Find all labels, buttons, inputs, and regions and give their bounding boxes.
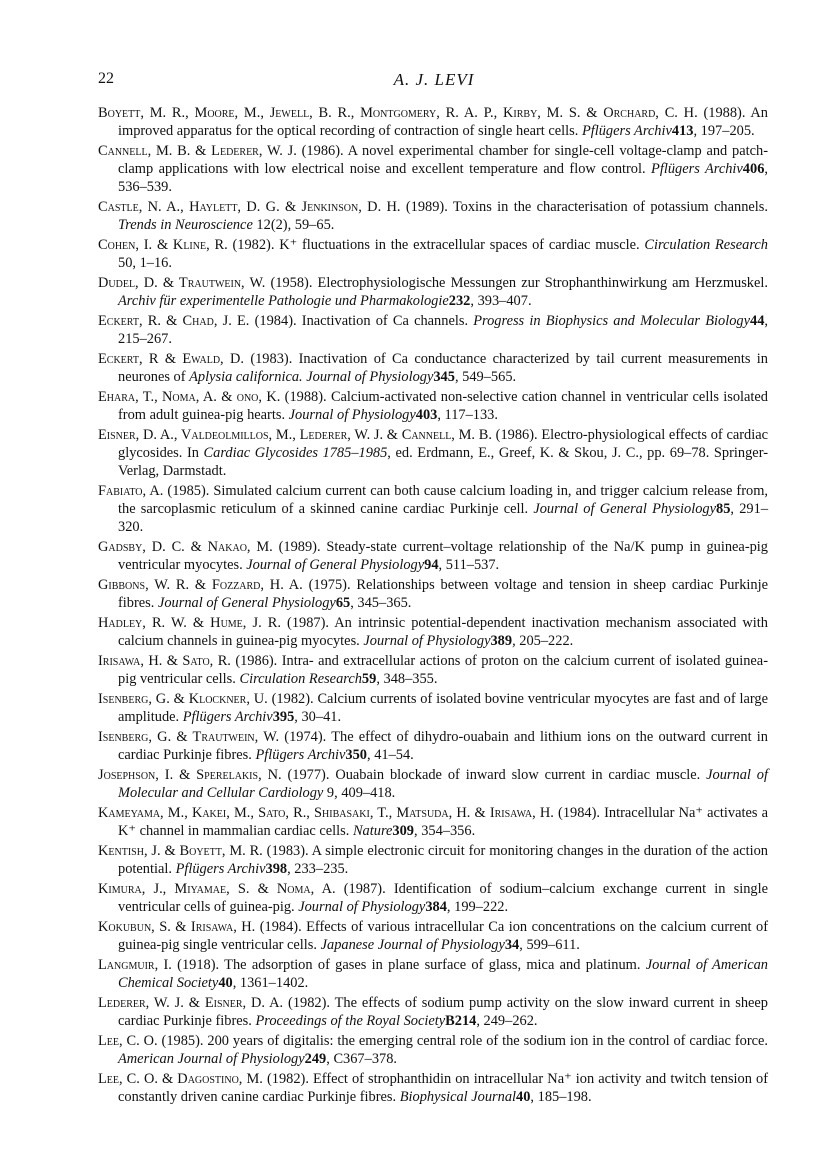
reference-entry	[98, 576, 768, 612]
reference-entry	[98, 142, 768, 196]
reference-text: (1982). Calcium currents of isolated bovine ventricular myocytes are fast and of large amplitude.	[118, 691, 769, 725]
reference-text: (1986). Intra- and extracellular actions of proton on the calcium current of isolated guinea-pig ventricular cells.	[118, 653, 768, 687]
reference-pages: 9, 409–418.	[323, 785, 396, 801]
reference-authors: Castle, N. A., Haylett, D. G. & Jenkinson, D. H.	[98, 199, 401, 215]
reference-volume: 403	[415, 407, 438, 423]
reference-volume: 40	[218, 975, 233, 991]
reference-authors: Lederer, W. J. & Eisner, D. A.	[98, 995, 284, 1011]
reference-pages: , C367–378.	[326, 1051, 398, 1067]
reference-text: (1989). Toxins in the characterisation of potassium channels.	[400, 199, 768, 215]
reference-pages: , 215–267.	[118, 313, 768, 347]
reference-entry	[98, 652, 768, 688]
reference-authors: Hadley, R. W. & Hume, J. R.	[98, 615, 281, 631]
reference-volume: 94	[424, 557, 439, 573]
reference-pages: , 511–537.	[438, 557, 500, 573]
reference-pages: , 291–320.	[118, 501, 769, 535]
reference-text: (1986). Electro-physiological effects of cardiac glycosides. In	[118, 427, 768, 461]
reference-entry	[98, 236, 768, 272]
reference-text: (1977). Ouabain blockade of inward slow current in cardiac muscle.	[281, 767, 707, 783]
reference-text: (1918). The adsorption of gases in plane surface of glass, mica and platinum.	[171, 957, 646, 973]
reference-volume: 413	[671, 123, 694, 139]
reference-journal: Aplysia californica. Journal of Physiology	[189, 369, 434, 385]
reference-pages: , 599–611.	[519, 937, 580, 953]
reference-volume: 65	[335, 595, 351, 611]
reference-text: (1983). A simple electronic circuit for monitoring changes in the duration of the action potential.	[118, 843, 768, 877]
reference-authors: Gibbons, W. R. & Fozzard, H. A.	[98, 577, 303, 593]
page-header	[98, 70, 770, 94]
reference-authors: Eisner, D. A., Valdeolmillos, M., Lederer, W. J. & Cannell, M. B.	[98, 427, 492, 443]
reference-entry	[98, 104, 768, 140]
reference-journal: Journal of Molecular and Cellular Cardiology	[118, 767, 768, 801]
reference-pages: , 1361–1402.	[232, 975, 309, 991]
reference-pages: , 117–133.	[437, 407, 498, 423]
reference-pages: , 30–41.	[294, 709, 342, 725]
reference-pages: , 197–205.	[693, 123, 755, 139]
reference-text: (1984). Effects of various intracellular Ca ion concentrations on the calcium current of guinea-pig single ventricular cells.	[118, 919, 768, 953]
reference-authors: Gadsby, D. C. & Nakao, M.	[98, 539, 273, 555]
reference-journal: Pflügers Archiv	[182, 709, 273, 725]
reference-entry	[98, 1032, 768, 1068]
reference-journal: Pflügers Archiv	[255, 747, 346, 763]
reference-volume: 398	[265, 861, 288, 877]
reference-volume: 345	[433, 369, 455, 385]
reference-entry	[98, 994, 768, 1030]
reference-text: (1986). A novel experimental chamber for single-cell voltage-clamp and patch-clamp applications with low electrical noise and excellent temperature and flow control.	[118, 143, 768, 177]
reference-pages: , 549–565.	[454, 369, 517, 385]
reference-entry	[98, 388, 768, 424]
reference-pages: , 345–365.	[350, 595, 412, 611]
reference-journal: American Journal of Physiology	[118, 1051, 305, 1067]
reference-volume: 85	[716, 501, 731, 517]
page-number: 22	[98, 70, 114, 87]
reference-entry	[98, 880, 768, 916]
reference-journal: Circulation Research	[239, 671, 362, 687]
reference-authors: Kimura, J., Miyamae, S. & Noma, A.	[98, 881, 336, 897]
reference-volume: 34	[504, 937, 520, 953]
reference-entry	[98, 842, 768, 878]
reference-text: (1987). An intrinsic potential-dependent inactivation mechanism associated with calcium channels in guinea-pig myocytes.	[118, 615, 768, 649]
reference-entry	[98, 538, 768, 574]
reference-pages: , 185–198.	[530, 1089, 592, 1105]
reference-pages: , 348–355.	[376, 671, 438, 687]
reference-entry	[98, 274, 768, 310]
reference-entry	[98, 614, 768, 650]
reference-volume: 44	[750, 313, 765, 329]
reference-entry	[98, 766, 768, 802]
reference-entry	[98, 804, 768, 840]
reference-pages: , 536–539.	[118, 161, 768, 195]
reference-pages: , 354–356.	[414, 823, 476, 839]
reference-journal: Biophysical Journal	[399, 1089, 517, 1105]
reference-entry	[98, 956, 768, 992]
reference-volume: 232	[448, 293, 471, 309]
reference-text: (1974). The effect of dihydro-ouabain and lithium ions on the outward current in cardiac Purkinje fibres.	[118, 729, 768, 763]
reference-authors: Kameyama, M., Kakei, M., Sato, R., Shibasaki, T., Matsuda, H. & Irisawa, H.	[98, 805, 554, 821]
reference-volume: B214	[445, 1013, 477, 1029]
reference-entry	[98, 1070, 768, 1106]
reference-authors: Isenberg, G. & Klockner, U.	[98, 691, 268, 707]
reference-volume: 309	[392, 823, 414, 839]
reference-journal: Journal of American Chemical Society	[118, 957, 769, 991]
reference-volume: 350	[345, 747, 367, 763]
reference-authors: Irisawa, H. & Sato, R.	[98, 653, 231, 669]
reference-entry	[98, 350, 768, 386]
reference-authors: Dudel, D. & Trautwein, W.	[98, 275, 266, 291]
reference-pages: 12(2), 59–65.	[252, 217, 335, 233]
reference-entry	[98, 198, 768, 234]
reference-journal: Progress in Biophysics and Molecular Biology	[473, 313, 750, 329]
reference-text: (1984). Inactivation of Ca channels.	[249, 313, 474, 329]
reference-entry	[98, 690, 768, 726]
reference-list	[98, 104, 768, 1108]
reference-text: (1975). Relationships between voltage and tension in sheep cardiac Purkinje fibres.	[118, 577, 769, 611]
reference-journal: Circulation Research	[644, 237, 768, 253]
reference-entry	[98, 728, 768, 764]
reference-text: (1984). Intracellular Na⁺ activates a K⁺ channel in mammalian cardiac cells.	[118, 805, 768, 839]
reference-authors: Kokubun, S. & Irisawa, H.	[98, 919, 256, 935]
reference-text: (1982). The effects of sodium pump activity on the slow inward current in sheep cardiac Purkinje fibres.	[118, 995, 768, 1029]
reference-authors: Josephson, I. & Sperelakis, N.	[98, 767, 282, 783]
reference-volume: 384	[425, 899, 447, 915]
reference-pages: , 393–407.	[470, 293, 532, 309]
reference-entry	[98, 482, 768, 536]
reference-journal: Pflügers Archiv	[651, 161, 743, 177]
reference-authors: Eckert, R. & Chad, J. E.	[98, 313, 250, 329]
reference-entry	[98, 918, 768, 954]
reference-pages: , 249–262.	[476, 1013, 538, 1029]
reference-text: (1982). K⁺ fluctuations in the extracellular spaces of cardiac muscle.	[227, 237, 645, 253]
reference-journal: Journal of General Physiology	[246, 557, 425, 573]
reference-volume: 59	[361, 671, 377, 687]
reference-authors: Kentish, J. & Boyett, M. R.	[98, 843, 263, 859]
reference-authors: Lee, C. O.	[98, 1033, 158, 1049]
reference-pages: , 233–235.	[287, 861, 349, 877]
reference-volume: 406	[742, 161, 765, 177]
reference-authors: Ehara, T., Noma, A. & ono, K.	[98, 389, 281, 405]
reference-pages: , 199–222.	[446, 899, 509, 915]
running-title: A. J. LEVI	[393, 70, 475, 89]
reference-authors: Isenberg, G. & Trautwein, W.	[98, 729, 280, 745]
reference-journal: Proceedings of the Royal Society	[255, 1013, 446, 1029]
reference-pages: , 41–54.	[367, 747, 414, 763]
reference-journal: Nature	[352, 823, 393, 839]
reference-volume: 40	[516, 1089, 531, 1105]
reference-journal: Archiv für experimentelle Pathologie und Pharmakologie	[118, 293, 449, 309]
reference-authors: Lee, C. O. & Dagostino, M.	[98, 1071, 263, 1087]
reference-journal: Japanese Journal of Physiology	[320, 937, 505, 953]
reference-entry	[98, 312, 768, 348]
reference-journal: Journal of General Physiology	[157, 595, 336, 611]
reference-volume: 249	[304, 1051, 327, 1067]
reference-journal: Journal of Physiology	[288, 407, 416, 423]
reference-pages: , 205–222.	[512, 633, 574, 649]
reference-volume: 395	[272, 709, 295, 725]
reference-text: (1988). An improved apparatus for the optical recording of contraction of single heart cells.	[118, 105, 769, 139]
reference-authors: Cohen, I. & Kline, R.	[98, 237, 228, 253]
reference-journal: Trends in Neuroscience	[118, 217, 253, 233]
reference-text: (1983). Inactivation of Ca conductance characterized by tail current measurements in neurones of	[118, 351, 768, 385]
reference-authors: Langmuir, I.	[98, 957, 172, 973]
reference-journal: Journal of Physiology	[363, 633, 491, 649]
reference-text: (1982). Effect of strophanthidin on intracellular Na⁺ ion activity and twitch tension of constantly driven canine cardiac Purkinje fibres.	[118, 1071, 768, 1105]
reference-pages: , ed. Erdmann, E., Greef, K. & Skou, J. C., pp. 69–78. Springer-Verlag, Darmstadt.	[118, 445, 768, 479]
reference-text: (1985). 200 years of digitalis: the emerging central role of the sodium ion in the control of cardiac force.	[157, 1033, 768, 1049]
reference-text: (1987). Identification of sodium–calcium exchange current in single ventricular cells of guinea-pig.	[118, 881, 768, 915]
reference-authors: Fabiato, A.	[98, 483, 164, 499]
reference-journal: Cardiac Glycosides 1785–1985	[203, 445, 388, 461]
reference-volume: 389	[490, 633, 513, 649]
reference-authors: Cannell, M. B. & Lederer, W. J.	[98, 143, 297, 159]
reference-journal: Pflügers Archiv	[175, 861, 266, 877]
reference-text: (1988). Calcium-activated non-selective cation channel in ventricular cells isolated from adult guinea-pig hearts.	[118, 389, 769, 423]
reference-journal: Pflügers Archiv	[581, 123, 672, 139]
reference-text: (1989). Steady-state current–voltage relationship of the Na/K pump in guinea-pig ventricular myocytes.	[118, 539, 768, 573]
reference-authors: Eckert, R & Ewald, D.	[98, 351, 244, 367]
reference-journal: Journal of General Physiology	[533, 501, 717, 517]
reference-entry	[98, 426, 768, 480]
reference-text: (1985). Simulated calcium current can both cause calcium loading in, and trigger calcium release from, the sarcoplasmic reticulum of a skinned canine cardiac Purkinje cell.	[118, 483, 768, 517]
reference-text: (1958). Electrophysiologische Messungen zur Strophanthinwirkung am Herzmuskel.	[265, 275, 768, 291]
reference-authors: Boyett, M. R., Moore, M., Jewell, B. R., Montgomery, R. A. P., Kirby, M. S. & Orchard, C. H.	[98, 105, 698, 121]
reference-pages: 50, 1–16.	[118, 255, 172, 271]
reference-journal: Journal of Physiology	[298, 899, 426, 915]
